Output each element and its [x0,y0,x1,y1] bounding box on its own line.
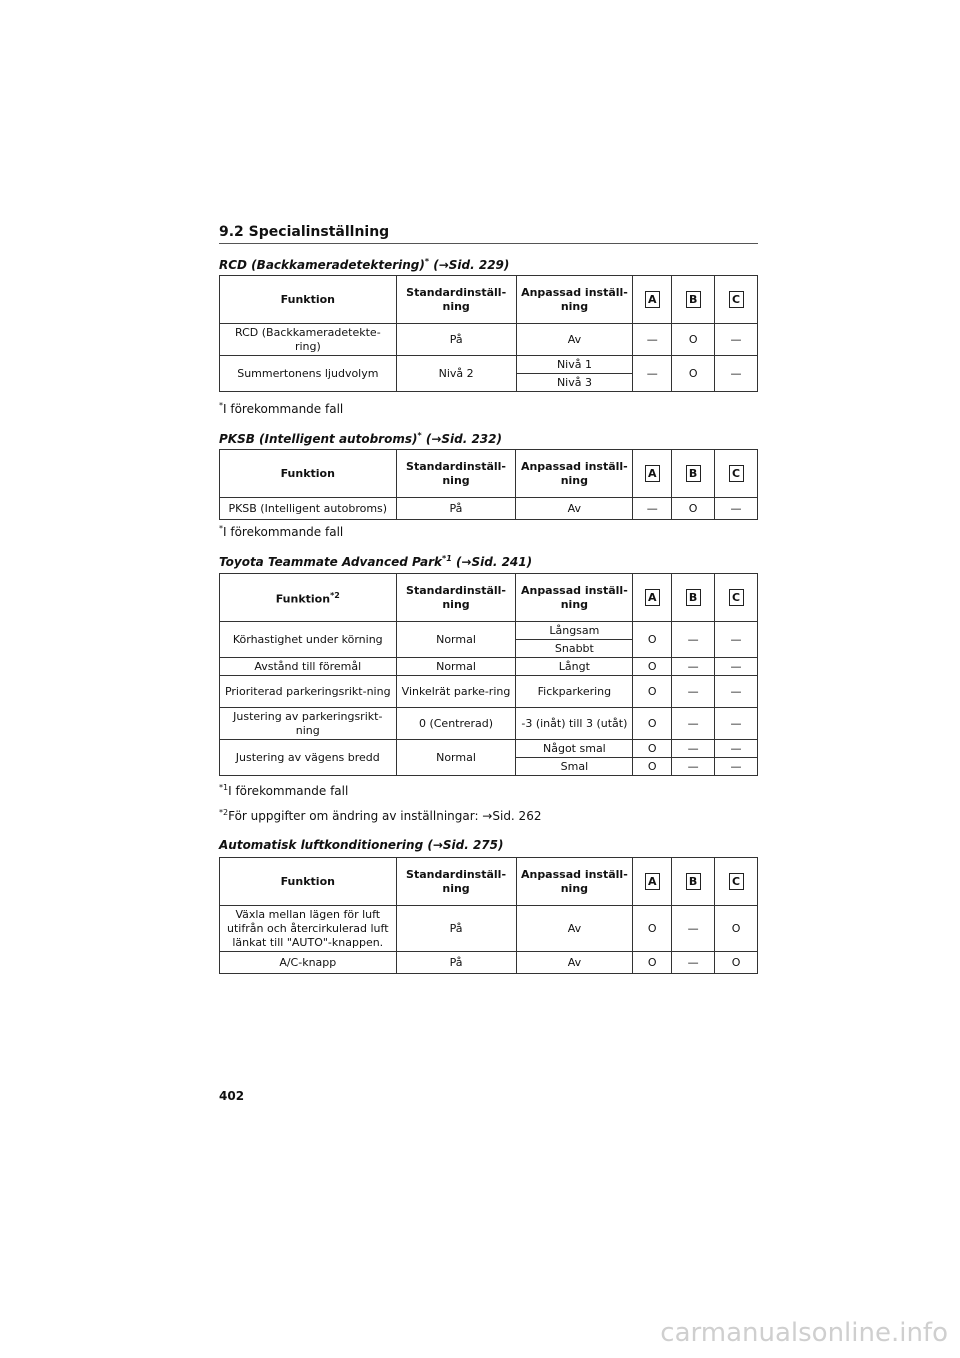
cell-b: — [672,622,715,658]
table-row [220,324,758,356]
cell-anpassad: Av [516,498,633,520]
tta-heading-text: Toyota Teammate Advanced Park [219,555,443,569]
col-header-c [715,276,758,324]
cell-standard: På [396,324,516,356]
section-title: 9.2 Specialinställning [219,224,758,244]
pksb-heading-text: PKSB (Intelligent autobroms) [219,432,418,446]
rcd-heading-ref: (→Sid. 229) [429,258,510,272]
col-header-standard: Standardinställ-ning [396,858,516,906]
table-row [220,498,758,520]
rcd-heading [219,257,509,272]
cell-b: — [672,906,715,952]
letter-a-badge: A [645,873,660,890]
letter-c-badge: C [729,873,744,890]
cell-funktion: RCD (Backkameradetekte-ring) [220,324,397,356]
watermark: carmanualsonline.info [660,1318,948,1348]
cell-anpassad: Långsam [516,622,633,640]
col-header-a [633,858,672,906]
table-row [220,622,758,640]
tta-footnote-1 [219,783,348,798]
pksb-heading-sup: * [417,431,422,440]
cell-funktion: A/C-knapp [220,952,397,974]
footnote-marker: *1 [219,783,229,792]
pksb-heading-ref: (→Sid. 232) [421,432,502,446]
cell-anpassad: Långt [516,658,633,676]
cell-anpassad: Fickparkering [516,676,633,708]
cell-funktion: Avstånd till föremål [220,658,397,676]
col-header-funktion: Funktion [220,276,397,324]
pksb-heading [219,431,502,446]
cell-c: — [715,622,758,658]
letter-a-badge: A [645,589,660,606]
cell-standard: På [396,952,516,974]
letter-b-badge: B [686,873,701,890]
tta-heading-sup: *1 [442,554,452,563]
col-header-b [672,450,715,498]
cell-c: — [715,498,758,520]
footnote-text: För uppgifter om ändring av inställningar: →Sid. 262 [228,809,542,823]
cell-anpassad: Nivå 3 [516,374,633,392]
rcd-heading-text: RCD (Backkameradetektering) [219,258,425,272]
col-header-anpassad: Anpassad inställ-ning [516,858,633,906]
cell-a: O [633,740,672,758]
cell-a: O [633,906,672,952]
cell-anpassad: Av [516,952,633,974]
cell-standard: På [396,498,516,520]
letter-b-badge: B [686,589,701,606]
table-row [220,740,758,758]
cell-standard: Nivå 2 [396,356,516,392]
cell-c: — [715,658,758,676]
col-header-c [715,574,758,622]
letter-a-badge: A [645,465,660,482]
footnote-text: I förekommande fall [228,784,349,798]
letter-a-badge: A [645,291,660,308]
rcd-heading-sup: * [424,257,430,266]
footnote-text: I förekommande fall [223,402,344,416]
cell-b: — [672,708,715,740]
col-header-funktion [220,574,397,622]
cell-c: — [715,324,758,356]
cell-standard: Normal [396,658,516,676]
tta-heading-ref: (→Sid. 241) [451,555,533,569]
col-header-anpassad: Anpassad inställ-ning [516,574,633,622]
col-header-standard: Standardinställ-ning [396,450,516,498]
cell-a: — [633,356,672,392]
cell-standard: 0 (Centrerad) [396,708,516,740]
table-row [220,952,758,974]
cell-b: — [672,658,715,676]
cell-anpassad: Av [516,324,633,356]
letter-b-badge: B [686,291,701,308]
cell-b: — [672,758,715,776]
cell-a: O [633,708,672,740]
col-header-c [715,858,758,906]
cell-c: — [715,740,758,758]
table-row [220,906,758,952]
cell-funktion: Prioriterad parkeringsrikt-ning [220,676,397,708]
cell-c: — [715,708,758,740]
cell-b: — [672,740,715,758]
col-header-a [633,574,672,622]
footnote-marker: * [219,524,223,533]
cell-c: — [715,758,758,776]
cell-standard: Vinkelrät parke-ring [396,676,516,708]
cell-a: O [633,622,672,658]
cell-a: O [633,676,672,708]
pksb-footnote [219,524,343,539]
letter-c-badge: C [729,589,744,606]
cell-c: O [715,952,758,974]
col-header-a [633,450,672,498]
col-header-anpassad: Anpassad inställ-ning [516,450,633,498]
col-header-b [672,858,715,906]
table-row [220,708,758,740]
letter-c-badge: C [729,291,744,308]
tta-table [219,573,758,776]
cell-funktion: Summertonens ljudvolym [220,356,397,392]
cell-funktion: Körhastighet under körning [220,622,397,658]
letter-c-badge: C [729,465,744,482]
cell-standard: Normal [396,622,516,658]
cell-b: O [672,356,715,392]
cell-a: O [633,658,672,676]
cell-c: O [715,906,758,952]
cell-b: — [672,676,715,708]
col-header-funktion-sup: *2 [330,590,340,600]
cell-funktion: Justering av vägens bredd [220,740,397,776]
cell-anpassad: Snabbt [516,640,633,658]
cell-anpassad: Smal [516,758,633,776]
cell-anpassad: -3 (inåt) till 3 (utåt) [516,708,633,740]
cell-funktion: PKSB (Intelligent autobroms) [220,498,397,520]
col-header-funktion: Funktion [220,450,397,498]
table-row [220,658,758,676]
cell-a: O [633,758,672,776]
col-header-standard: Standardinställ-ning [396,574,516,622]
cell-funktion: Växla mellan lägen för luft utifrån och återcirkulerad luft länkat till "AUTO"-knappen. [220,906,397,952]
cell-b: O [672,324,715,356]
cell-b: O [672,498,715,520]
cell-a: — [633,498,672,520]
tta-heading [219,554,532,569]
cell-c: — [715,356,758,392]
letter-b-badge: B [686,465,701,482]
col-header-b [672,276,715,324]
rcd-table [219,275,758,392]
col-header-b [672,574,715,622]
cell-funktion: Justering av parkeringsrikt-ning [220,708,397,740]
col-header-anpassad: Anpassad inställ-ning [516,276,633,324]
col-header-standard: Standardinställ-ning [396,276,516,324]
cell-anpassad: Något smal [516,740,633,758]
ac-heading: Automatisk luftkonditionering (→Sid. 275) [219,838,504,852]
cell-standard: Normal [396,740,516,776]
col-header-funktion-text: Funktion [275,592,331,606]
col-header-a [633,276,672,324]
cell-anpassad: Nivå 1 [516,356,633,374]
footnote-marker: *2 [219,808,229,817]
cell-b: — [672,952,715,974]
col-header-c [715,450,758,498]
table-row [220,676,758,708]
ac-table [219,857,758,974]
cell-anpassad: Av [516,906,633,952]
cell-a: O [633,952,672,974]
footnote-marker: * [219,401,223,410]
tta-footnote-2 [219,808,541,823]
pksb-table [219,449,758,520]
rcd-footnote [219,401,343,416]
cell-c: — [715,676,758,708]
cell-standard: På [396,906,516,952]
table-row [220,356,758,374]
col-header-funktion: Funktion [220,858,397,906]
cell-a: — [633,324,672,356]
page-number: 402 [219,1089,245,1103]
footnote-text: I förekommande fall [223,525,344,539]
